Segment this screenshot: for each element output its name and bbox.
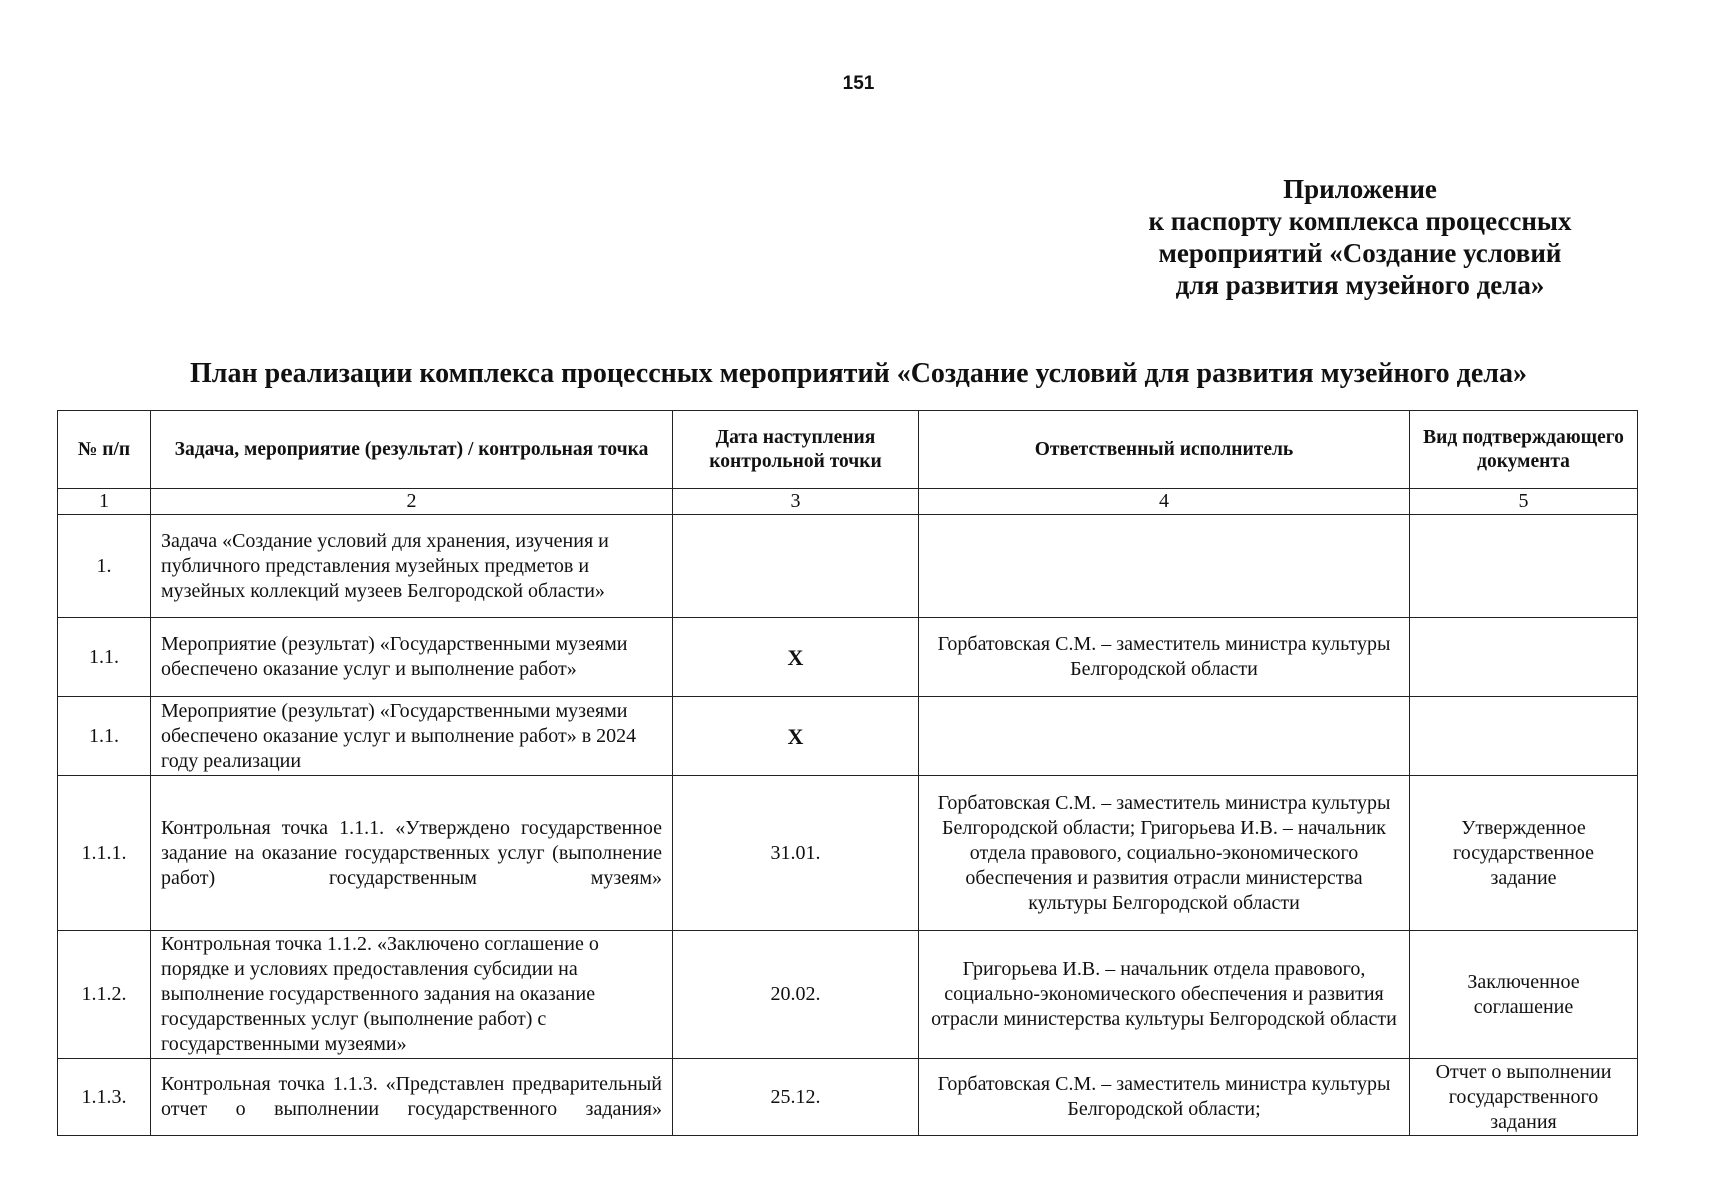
document-cell — [1410, 515, 1638, 618]
responsible-cell: Горбатовская С.М. – заместитель министра культуры Белгородской области — [919, 618, 1410, 697]
row-number: 1.1.1. — [58, 776, 151, 931]
task-cell: Контрольная точка 1.1.1. «Утверждено государственное задание на оказание государственных услуг (выполнение работ) государственным музеям» — [151, 776, 673, 931]
appendix-line: для развития музейного дела» — [1175, 270, 1545, 300]
header-task: Задача, мероприятие (результат) / контрольная точка — [151, 411, 673, 489]
document-cell: Утвержденное государственное задание — [1410, 776, 1638, 931]
appendix-line: к паспорту комплекса процессных — [1148, 206, 1572, 236]
date-cell: X — [673, 618, 919, 697]
row-number: 1.1.3. — [58, 1059, 151, 1136]
document-cell: Отчет о выполнении государственного задания — [1410, 1059, 1638, 1136]
responsible-cell: Горбатовская С.М. – заместитель министра культуры Белгородской области; Григорьева И.В. – начальник отдела правового, социально-экономического обеспечения и развития отрасли министерства культуры Белгородской области — [919, 776, 1410, 931]
row-number: 1.1.2. — [58, 931, 151, 1059]
table-row — [58, 697, 1638, 776]
responsible-cell: Григорьева И.В. – начальник отдела правового, социально-экономического обеспечения и развития отрасли министерства культуры Белгородской области — [919, 931, 1410, 1059]
table-row — [58, 515, 1638, 618]
document-cell — [1410, 697, 1638, 776]
column-index: 1 — [58, 489, 151, 515]
column-index-row — [58, 489, 1638, 515]
responsible-cell — [919, 697, 1410, 776]
date-cell: 25.12. — [673, 1059, 919, 1136]
header-num: № п/п — [58, 411, 151, 489]
table-row — [58, 1059, 1638, 1136]
header-responsible: Ответственный исполнитель — [919, 411, 1410, 489]
appendix-line: Приложение — [1283, 174, 1437, 204]
date-cell: X — [673, 697, 919, 776]
responsible-cell — [919, 515, 1410, 618]
plan-table — [57, 410, 1638, 1136]
task-cell: Мероприятие (результат) «Государственными музеями обеспечено оказание услуг и выполнение работ» в 2024 году реализации — [151, 697, 673, 776]
row-number: 1.1. — [58, 618, 151, 697]
task-cell: Контрольная точка 1.1.3. «Представлен предварительный отчет о выполнении государственного задания» — [151, 1059, 673, 1136]
date-cell: 20.02. — [673, 931, 919, 1059]
date-cell: 31.01. — [673, 776, 919, 931]
responsible-cell: Горбатовская С.М. – заместитель министра культуры Белгородской области; — [919, 1059, 1410, 1136]
header-date: Дата наступления контрольной точки — [673, 411, 919, 489]
column-index: 4 — [919, 489, 1410, 515]
document-cell — [1410, 618, 1638, 697]
table-row — [58, 931, 1638, 1059]
appendix-line: мероприятий «Создание условий — [1158, 238, 1562, 268]
document-cell: Заключенное соглашение — [1410, 931, 1638, 1059]
column-index: 5 — [1410, 489, 1638, 515]
row-number: 1.1. — [58, 697, 151, 776]
column-index: 3 — [673, 489, 919, 515]
date-cell — [673, 515, 919, 618]
table-header-row — [58, 411, 1638, 489]
table-row — [58, 776, 1638, 931]
column-index: 2 — [151, 489, 673, 515]
table-row — [58, 618, 1638, 697]
appendix-heading — [1100, 173, 1620, 301]
task-cell: Контрольная точка 1.1.2. «Заключено соглашение о порядке и условиях предоставления субсидии на выполнение государственного задания на оказание государственных услуг (выполнение работ) с государственными музеями» — [151, 931, 673, 1059]
row-number: 1. — [58, 515, 151, 618]
task-cell: Задача «Создание условий для хранения, изучения и публичного представления музейных предметов и музейных коллекций музеев Белгородской области» — [151, 515, 673, 618]
header-doc: Вид подтверждающего документа — [1410, 411, 1638, 489]
plan-title: План реализации комплекса процессных мероприятий «Создание условий для развития музейного дела» — [190, 358, 1527, 389]
page-number: 151 — [842, 73, 875, 94]
task-cell: Мероприятие (результат) «Государственными музеями обеспечено оказание услуг и выполнение работ» — [151, 618, 673, 697]
